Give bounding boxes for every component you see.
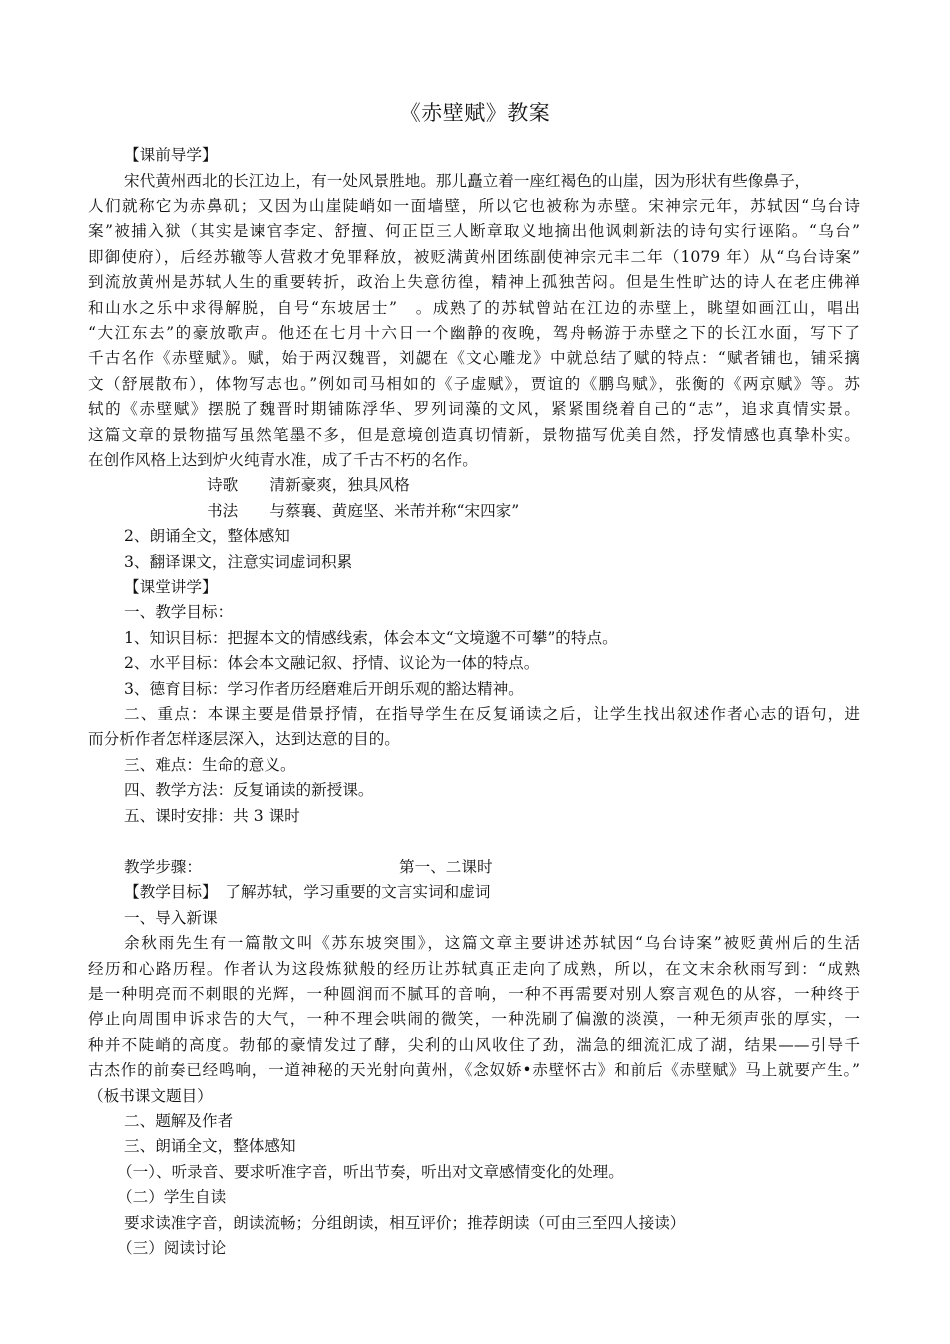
paragraph-line: 人们就称它为赤鼻矶；又因为山崖陡峭如一面墙壁，所以它也被称为赤壁。宋神宗元年，苏轼因“乌台诗 [88, 197, 860, 215]
paragraph-line: （板书课文题目） [88, 1087, 213, 1105]
teaching-goal: 【教学目标】 了解苏轼，学习重要的文言实词和虚词 [124, 883, 491, 901]
list-item: 四、教学方法：反复诵读的新授课。 [124, 781, 374, 799]
list-item: （一）、听录音、要求听准字音，听出节奏，听出对文章感情变化的处理。 [117, 1163, 624, 1181]
steps-label: 教学步骤： [124, 858, 202, 876]
paragraph-line: 千古名作《赤壁赋》。赋，始于两汉魏晋，刘勰在《文心雕龙》中就总结了赋的特点：“赋者铺也，铺采摛 [88, 349, 860, 367]
poetry-line: 诗歌 清新豪爽，独具风格 [207, 476, 410, 494]
list-item: 2、朗诵全文，整体感知 [124, 527, 290, 545]
section-heading: 【课堂讲学】 [124, 578, 218, 596]
list-item: （二）学生自读 [117, 1188, 227, 1206]
paragraph-line: 这篇文章的景物描写虽然笔墨不多，但是意境创造真切情新，景物描写优美自然，抒发情感也真挚朴实。 [88, 426, 860, 444]
paragraph-line: 二、重点：本课主要是借景抒情，在指导学生在反复诵读之后，让学生找出叙述作者心志的语句，进 [124, 705, 860, 723]
calligraphy-line: 书法 与蔡襄、黄庭坚、米芾并称“宋四家” [207, 502, 520, 520]
lesson-period: 第一、二课时 [399, 858, 493, 876]
paragraph-line: 经历和心路历程。作者认为这段炼狱般的经历让苏轼真正走向了成熟，所以，在文末余秋雨写到：“成熟 [88, 960, 860, 978]
list-item: （三）阅读讨论 [117, 1239, 227, 1257]
paragraph-line: 宋代黄州西北的长江边上，有一处风景胜地。那儿矗立着一座红褐色的山崖，因为形状有些像鼻子， [124, 172, 811, 190]
page-title: 《赤壁赋》教案 [399, 101, 551, 125]
list-item: 三、难点：生命的意义。 [124, 756, 296, 774]
list-item: 三、朗诵全文，整体感知 [124, 1137, 296, 1155]
paragraph-line: 到流放黄州是苏轼人生的重要转折，政治上失意彷徨，精神上孤独苦闷。但是生性旷达的诗人在老庄佛禅 [88, 273, 860, 291]
paragraph-line: 停止向周围申诉求告的大气，一种不理会哄闹的微笑，一种洗刷了偏激的淡漠，一种无须声张的厚实，一 [88, 1010, 860, 1028]
list-item: 2、水平目标：体会本文融记叙、抒情、议论为一体的特点。 [124, 654, 540, 672]
list-item: 一、教学目标： [124, 603, 234, 621]
paragraph-line: “大江东去”的豪放歌声。他还在七月十六日一个幽静的夜晚，驾舟畅游于赤壁之下的长江水面，写下了 [88, 324, 860, 342]
paragraph-line: 是一种明亮而不刺眼的光辉，一种圆润而不腻耳的音响，一种不再需要对别人察言观色的从容，一种终于 [88, 985, 860, 1003]
paragraph-line: 余秋雨先生有一篇散文叫《苏东坡突围》，这篇文章主要讲述苏轼因“乌台诗案”被贬黄州后的生活 [124, 934, 860, 952]
paragraph-line: 古杰作的前奏已经鸣响，一道神秘的天光射向黄州，《念奴娇•赤壁怀古》和前后《赤壁赋》马上就要产生。” [88, 1061, 860, 1079]
list-item: 一、导入新课 [124, 909, 218, 927]
paragraph-line: 文（舒展散布），体物写志也。”例如司马相如的《子虚赋》，贾谊的《鹏鸟赋》，张衡的《两京赋》等。苏 [88, 375, 860, 393]
list-item: 五、课时安排：共 3 课时 [124, 807, 300, 825]
paragraph-line: 在创作风格上达到炉火纯青水准，成了千古不朽的名作。 [88, 451, 478, 469]
list-item: 二、题解及作者 [124, 1112, 234, 1130]
paragraph-line: 案”被捕入狱（其实是谏官李定、舒擅、何正臣三人断章取义地摘出他讽刺新法的诗句实行诬陷。“乌台” [88, 222, 860, 240]
section-heading: 【课前导学】 [124, 146, 218, 164]
paragraph-line: 种并不陡峭的高度。勃郁的豪情发过了酵，尖利的山风收住了劲，湍急的细流汇成了湖，结果——引导千 [88, 1036, 860, 1054]
paragraph-line: 和山水之乐中求得解脱，自号“东坡居士” 。成熟了的苏轼曾站在江边的赤壁上，眺望如画江山，唱出 [88, 299, 860, 317]
paragraph-line: 即御使府），后经苏辙等人营救才免罪释放，被贬满黄州团练副使神宗元丰二年（1079 年）从“乌台诗案” [88, 248, 860, 266]
list-item: 3、德育目标：学习作者历经磨难后开朗乐观的豁达精神。 [124, 680, 524, 698]
paragraph-line: 而分析作者怎样逐层深入，达到达意的目的。 [88, 730, 400, 748]
list-item: 1、知识目标：把握本文的情感线索，体会本文“文境邈不可攀”的特点。 [124, 629, 618, 647]
paragraph-line: 要求读准字音，朗读流畅；分组朗读，相互评价；推荐朗读（可由三至四人接读） [124, 1214, 686, 1232]
paragraph-line: 轼的《赤壁赋》摆脱了魏晋时期铺陈浮华、罗列词藻的文风，紧紧围绕着自己的“志”，追求真情实景。 [88, 400, 860, 418]
list-item: 3、翻译课文，注意实词虚词积累 [124, 553, 353, 571]
